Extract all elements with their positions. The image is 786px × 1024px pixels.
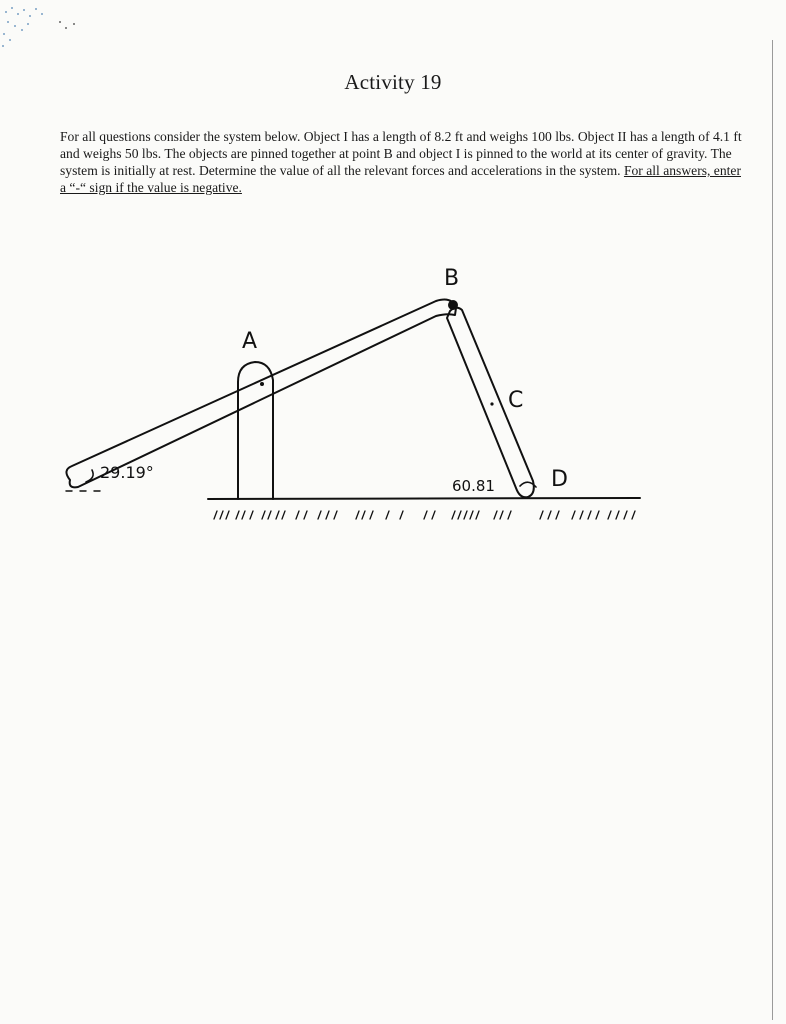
object-two-center-mark (490, 402, 493, 405)
ground-hatching (214, 511, 635, 519)
object-one-bar (66, 300, 456, 488)
label-b: B (444, 266, 460, 291)
label-a: A (242, 329, 258, 354)
problem-text: For all questions consider the system below. Object I has a length of 8.2 ft and weighs 100 lbs. Object II has a length of 4.1 ft and weighs 50 lbs. The objects are pinned together at point B and object I is pinned to the world at its center of gravity. The system is initially at rest. Determine the value of all the relevant forces and accelerations in the system. (60, 129, 742, 178)
pin-a (260, 382, 264, 386)
page-title: Activity 19 (344, 70, 442, 94)
scan-artifact (0, 0, 120, 80)
pin-b (449, 301, 457, 309)
negative-sign-instruction: For all answers, enter a “-“ sign if the value is negative. (60, 163, 741, 195)
angle-label-left: 29.19° (100, 463, 154, 482)
label-d: D (551, 467, 568, 492)
label-c: C (508, 388, 524, 413)
angle-label-right: 60.81 (452, 477, 495, 495)
